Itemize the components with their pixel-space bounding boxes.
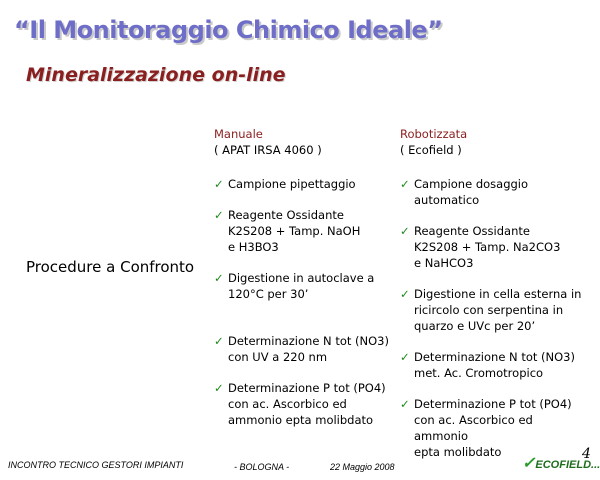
manual-column [214,126,394,428]
robot-item-text: Campione dosaggio automatico [414,177,529,207]
section-label: Procedure a Confronto [26,258,195,276]
robot-item-text: Reagente Ossidante K2S208 + Tamp. Na2CO3 e NaHCO3 [414,224,561,270]
manual-method: ( APAT IRSA 4060 ) [214,143,322,157]
manual-item [214,207,394,255]
robot-item [400,223,590,271]
manual-item-text: Determinazione P tot (PO4) con ac. Ascorbico ed ammonio epta molibdato [228,381,386,427]
robot-heading: Robotizzata [400,127,468,141]
manual-item [214,380,394,428]
check-icon: ✓ [400,287,410,301]
robot-item [400,396,590,460]
manual-item [214,333,394,365]
check-icon: ✓ [214,334,224,348]
logo-text: ECOFIELD... [535,459,600,471]
footer-event: INCONTRO TECNICO GESTORI IMPIANTI [8,460,184,470]
robot-item-text: Determinazione N tot (NO3) met. Ac. Cromotropico [414,350,575,380]
logo-mark-icon: ✓ [522,455,536,472]
footer-location: - BOLOGNA - [234,462,290,472]
manual-item [214,176,394,192]
manual-item-text: Reagente Ossidante K2S208 + Tamp. NaOH e H3BO3 [228,208,361,254]
check-icon: ✓ [214,177,224,191]
manual-item-text: Campione pipettaggio [228,177,356,191]
check-icon: ✓ [214,208,224,222]
manual-heading: Manuale [214,127,263,141]
slide-title: “Il Monitoraggio Chimico Ideale” [14,16,443,44]
check-icon: ✓ [400,350,410,364]
robot-item [400,286,590,334]
manual-item-text: Determinazione N tot (NO3) con UV a 220 nm [228,334,389,364]
check-icon: ✓ [214,381,224,395]
robot-item-text: Determinazione P tot (PO4) con ac. Ascorbico ed ammonio epta molibdato [414,397,572,459]
manual-item [214,270,394,302]
robot-item [400,349,590,381]
slide-subtitle: Mineralizzazione on-line [26,64,286,86]
page-number: 4 [582,446,591,462]
check-icon: ✓ [400,177,410,191]
robot-column [400,126,590,460]
check-icon: ✓ [214,271,224,285]
check-icon: ✓ [400,224,410,238]
footer-date: 22 Maggio 2008 [330,462,395,472]
check-icon: ✓ [400,397,410,411]
manual-item-text: Digestione in autoclave a 120°C per 30’ [228,271,375,301]
robot-method: ( Ecofield ) [400,143,462,157]
robot-item-text: Digestione in cella esterna in ricircolo con serpentina in quarzo e UVc per 20’ [414,287,582,333]
robot-item [400,176,590,208]
